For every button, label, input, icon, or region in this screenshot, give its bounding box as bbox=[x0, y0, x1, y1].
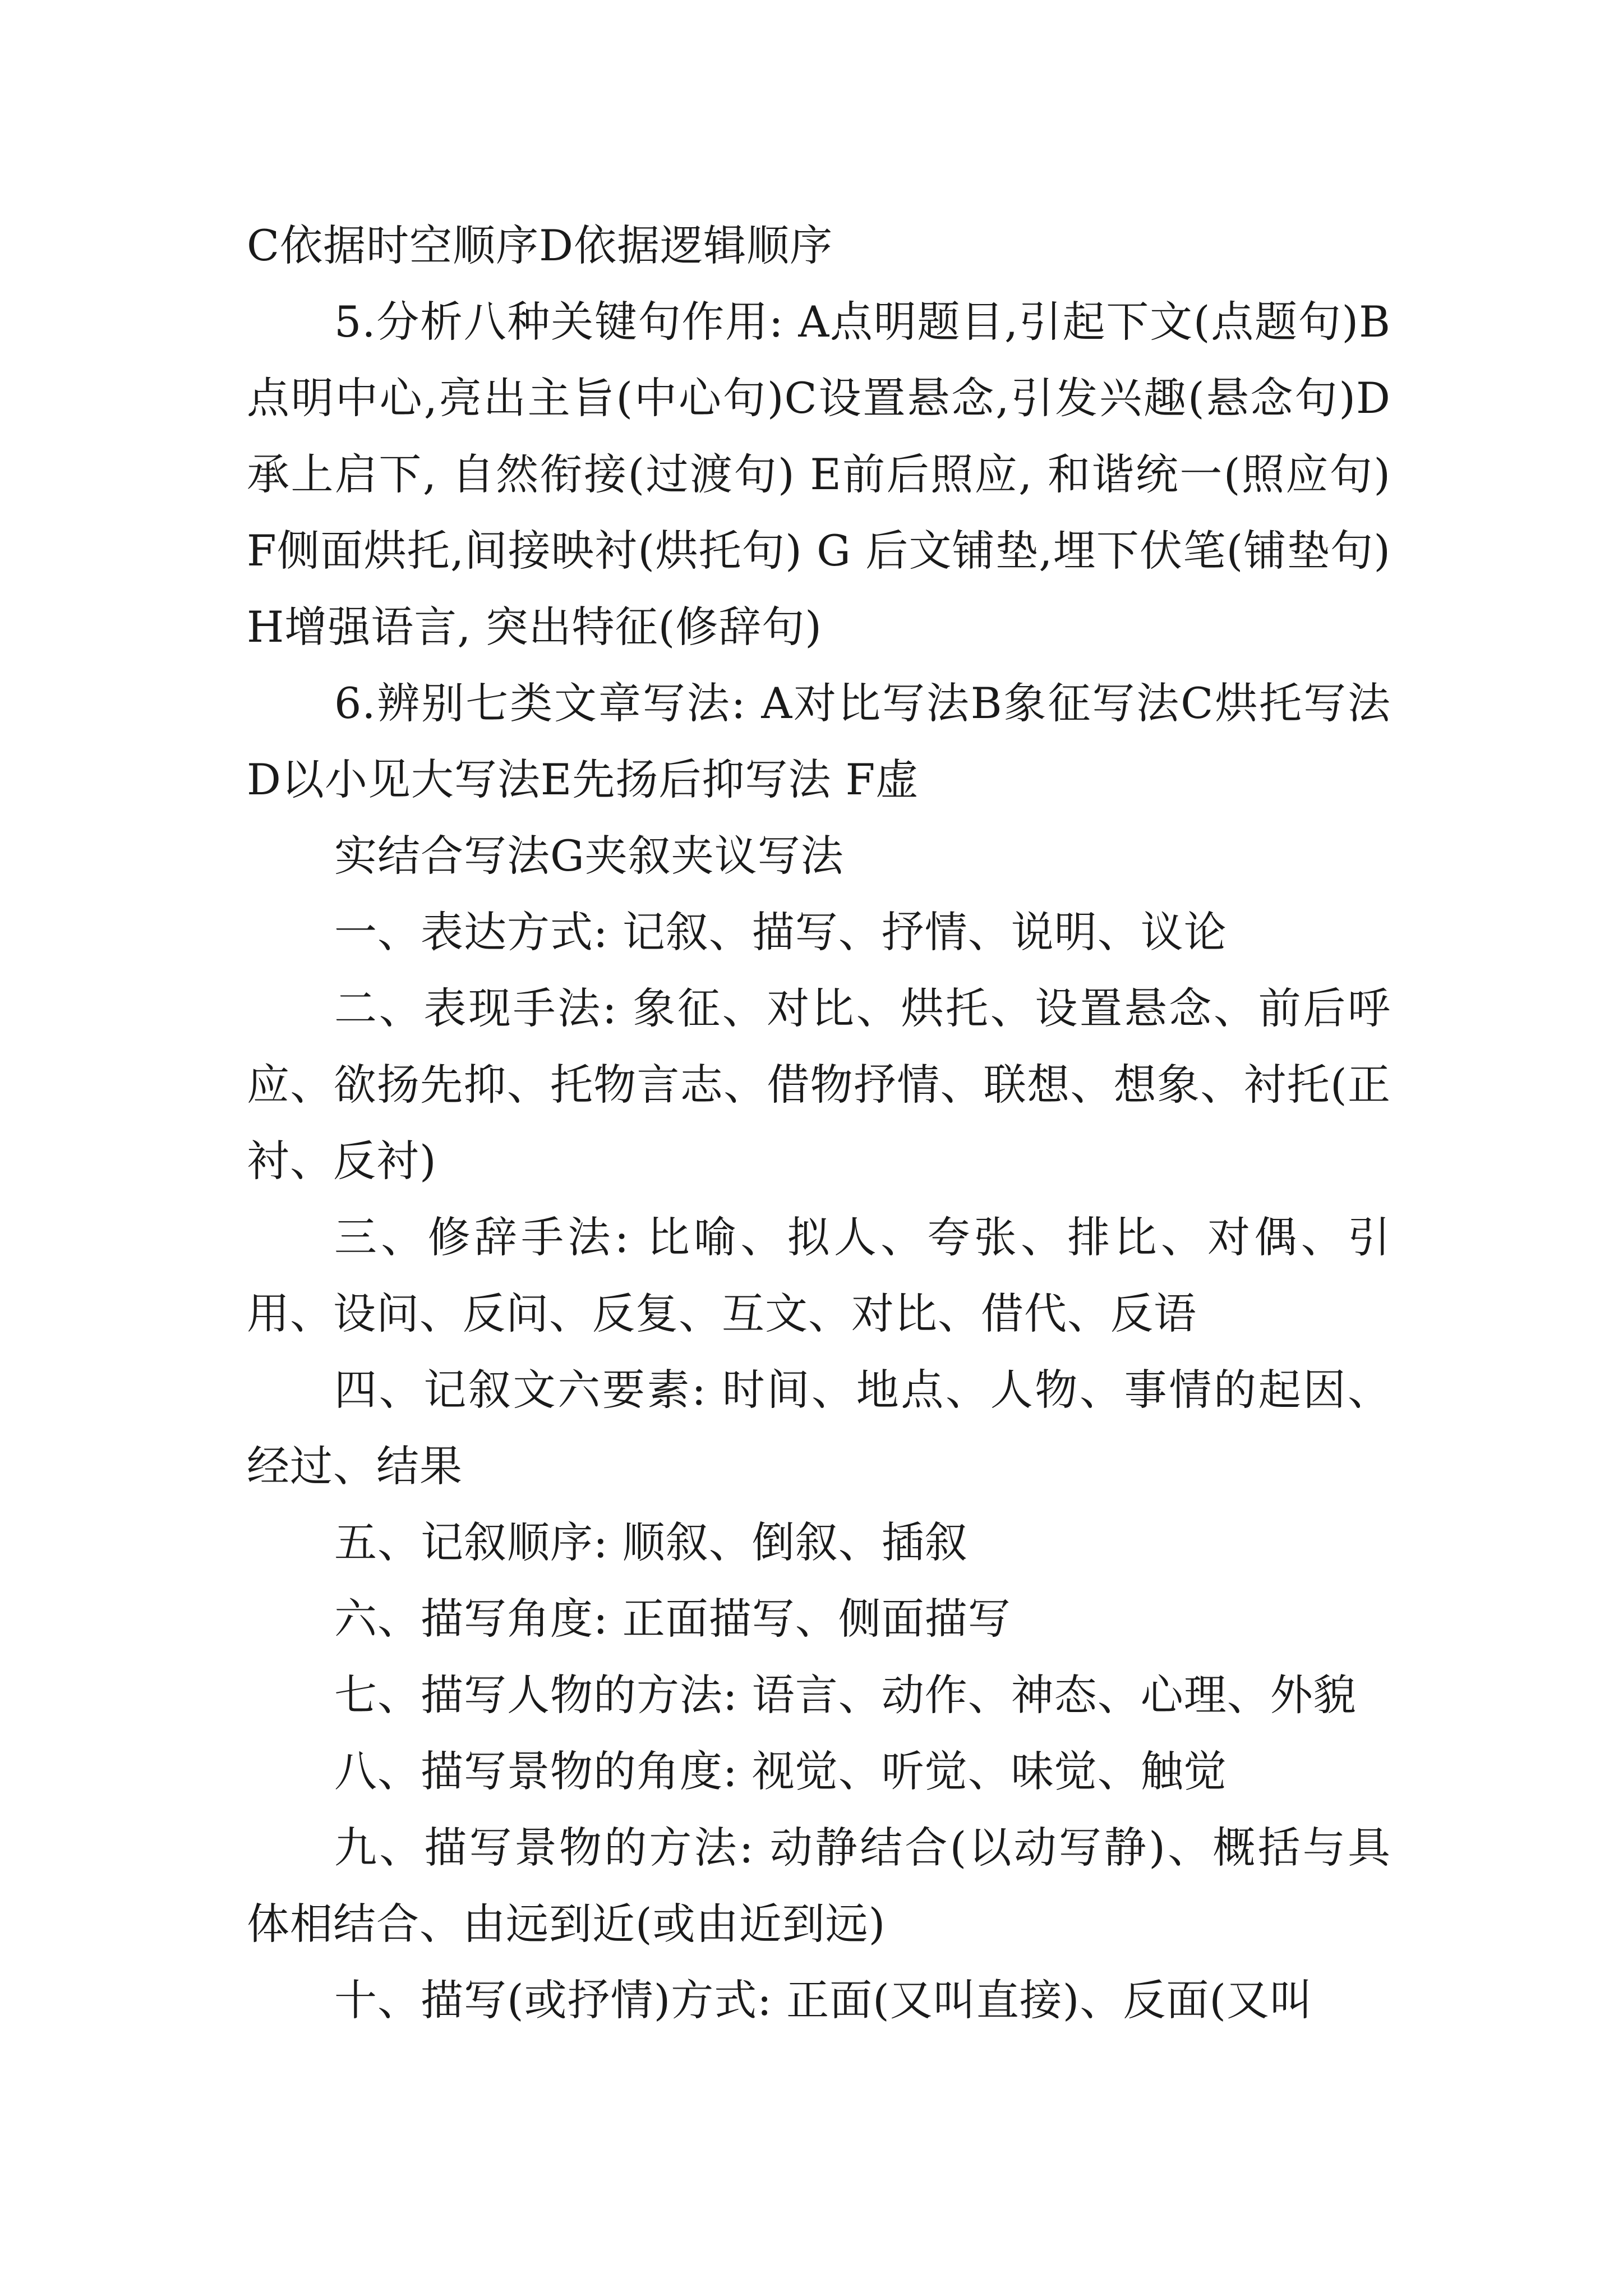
paragraph-key-sentences: 5.分析八种关键句作用: A点明题目,引起下文(点题句)B点明中心,亮出主旨(中心句)C设置悬念,引发兴趣(悬念句)D承上启下, 自然衔接(过渡句) E前后照应, 和谐统一(照应句)F侧面烘托,间接映衬(烘托句) G 后文铺垫,埋下伏笔(铺垫句)H增强语言, 突出特征(修辞句) bbox=[247, 297, 1391, 652]
paragraph-character-description: 七、描写人物的方法: 语言、动作、神态、心理、外貌 bbox=[334, 1670, 1357, 1720]
paragraph-sequence-types: C依据时空顺序D依据逻辑顺序 bbox=[247, 220, 833, 270]
paragraph-writing-methods: 6.辨别七类文章写法: A对比写法B象征写法C烘托写法D以小见大写法E先扬后抑写法 F虚 bbox=[247, 678, 1391, 804]
paragraph-narrative-order: 五、记叙顺序: 顺叙、倒叙、插叙 bbox=[334, 1517, 968, 1567]
paragraph-description-modes: 十、描写(或抒情)方式: 正面(又叫直接)、反面(又叫 bbox=[334, 1975, 1313, 2025]
paragraph-scenery-methods: 九、描写景物的方法: 动静结合(以动写静)、概括与具体相结合、由远到近(或由近到远) bbox=[247, 1823, 1391, 1949]
document-body bbox=[247, 208, 1391, 2039]
paragraph-rhetoric: 三、修辞手法: 比喻、拟人、夸张、排比、对偶、引用、设问、反问、反复、互文、对比、借代、反语 bbox=[247, 1212, 1391, 1338]
paragraph-scenery-angle: 八、描写景物的角度: 视觉、听觉、味觉、触觉 bbox=[334, 1746, 1227, 1796]
paragraph-techniques: 二、表现手法: 象征、对比、烘托、设置悬念、前后呼应、欲扬先抑、托物言志、借物抒情、联想、想象、衬托(正衬、反衬) bbox=[247, 983, 1391, 1186]
paragraph-description-angle: 六、描写角度: 正面描写、侧面描写 bbox=[334, 1594, 1011, 1644]
paragraph-writing-methods-cont: 实结合写法G夹叙夹议写法 bbox=[334, 831, 844, 881]
paragraph-narrative-elements: 四、记叙文六要素: 时间、地点、人物、事情的起因、经过、结果 bbox=[247, 1365, 1391, 1491]
paragraph-expression-modes: 一、表达方式: 记叙、描写、抒情、说明、议论 bbox=[334, 907, 1227, 957]
